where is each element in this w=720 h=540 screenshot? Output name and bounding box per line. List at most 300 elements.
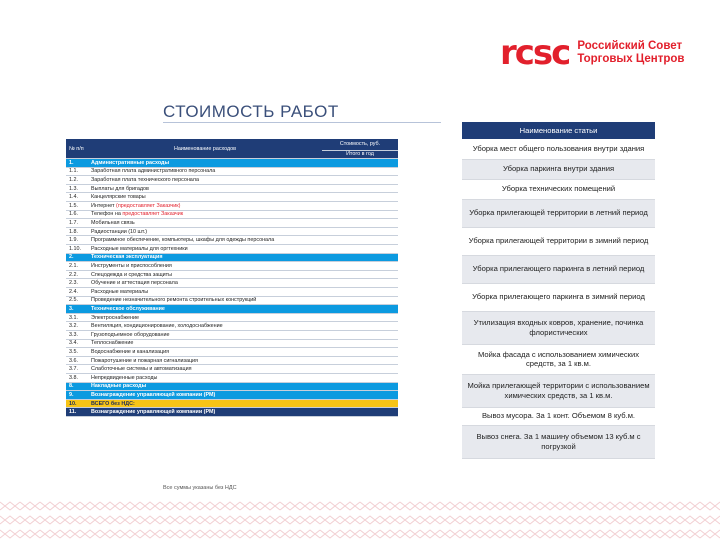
pattern-mark: [20, 516, 40, 524]
row-name-text: Проведение незначительного ремонта строительных конструкций: [91, 297, 257, 304]
row-number: 2.3.: [66, 279, 88, 288]
pattern-mark: [400, 502, 420, 510]
table-row: [66, 408, 398, 417]
row-cost: [322, 330, 398, 339]
pattern-mark: [220, 502, 240, 510]
item-name: Уборка прилегающего паркинга в зимний период: [462, 283, 655, 311]
pattern-mark: [600, 516, 620, 524]
row-number: 3.2.: [66, 322, 88, 331]
pattern-mark: [300, 502, 320, 510]
table-row: [66, 373, 398, 382]
header-name: Наименование расходов: [88, 139, 322, 159]
pattern-mark: [600, 502, 620, 510]
row-name: [88, 391, 322, 400]
pattern-mark: [680, 530, 700, 538]
table-row: [66, 305, 398, 314]
row-cost: [322, 365, 398, 374]
pattern-mark: [520, 516, 540, 524]
pattern-mark: [460, 502, 480, 510]
items-header: Наименование статьи: [462, 122, 655, 139]
table-row: [66, 176, 398, 185]
pattern-mark: [60, 502, 80, 510]
pattern-mark: [620, 516, 640, 524]
pattern-mark: [640, 502, 660, 510]
pattern-mark: [0, 530, 20, 538]
logo-mark: rcsc: [500, 33, 570, 73]
row-name-text: Накладные расходы: [91, 383, 147, 390]
items-table: [462, 122, 655, 459]
pattern-mark: [640, 530, 660, 538]
vat-note: Все суммы указаны без НДС: [163, 485, 237, 491]
row-number: 3.1.: [66, 313, 88, 322]
table-row: [66, 270, 398, 279]
pattern-mark: [520, 530, 540, 538]
row-number: 1.1.: [66, 167, 88, 176]
pattern-mark: [140, 502, 160, 510]
item-name: Вывоз снега. За 1 машину объемом 13 куб.м с погрузкой: [462, 425, 655, 458]
row-name-text: Водоснабжение и канализация: [91, 348, 170, 355]
item-name: Уборка прилегающей территории в летний период: [462, 199, 655, 227]
row-name: [88, 408, 322, 417]
pattern-mark: [700, 530, 720, 538]
row-name: [88, 288, 322, 297]
pattern-mark: [240, 502, 260, 510]
header-cost: Стоимость, руб.: [322, 139, 398, 150]
pattern-mark: [500, 530, 520, 538]
pattern-mark: [0, 502, 20, 510]
pattern-mark: [380, 530, 400, 538]
pattern-mark: [0, 516, 20, 524]
pattern-mark: [120, 502, 140, 510]
pattern-mark: [200, 516, 220, 524]
row-name-text: Телефон на: [91, 211, 121, 218]
list-item: [462, 283, 655, 311]
pattern-mark: [660, 530, 680, 538]
row-name: [88, 313, 322, 322]
list-item: [462, 311, 655, 344]
pattern-mark: [420, 530, 440, 538]
row-name-text: Расходные материалы для оргтехники: [91, 245, 188, 252]
row-name-text: Вознаграждение управляющей компании (РМ): [91, 409, 216, 416]
pattern-mark: [620, 502, 640, 510]
list-item: [462, 255, 655, 283]
row-number: 9.: [66, 391, 88, 400]
table-row: [66, 210, 398, 219]
table-row: [66, 253, 398, 262]
pattern-mark: [560, 530, 580, 538]
pattern-mark: [440, 502, 460, 510]
table-row: [66, 245, 398, 254]
row-number: 3.5.: [66, 348, 88, 357]
table-row: [66, 262, 398, 271]
list-item: [462, 179, 655, 199]
row-name-text: Радиостанции (10 шт.): [91, 228, 148, 235]
pattern-mark: [160, 502, 180, 510]
row-cost: [322, 262, 398, 271]
table-row: [66, 279, 398, 288]
pattern-mark: [220, 516, 240, 524]
list-item: [462, 199, 655, 227]
row-name-text: Непредвиденные расходы: [91, 374, 158, 381]
table-row: [66, 356, 398, 365]
row-name-text: Пожаротушение и пожарная сигнализация: [91, 357, 198, 364]
table-row: [66, 227, 398, 236]
row-number: 2.2.: [66, 270, 88, 279]
page-title: СТОИМОСТЬ РАБОТ: [163, 102, 339, 121]
items-table-body: [462, 139, 655, 458]
row-name-text: Вознаграждение управляющей компании (РМ): [91, 391, 216, 398]
row-cost: [322, 219, 398, 228]
pattern-mark: [480, 530, 500, 538]
item-name: Вывоз мусора. За 1 конт. Объемом 8 куб.м.: [462, 407, 655, 425]
pattern-mark: [580, 502, 600, 510]
list-item: [462, 407, 655, 425]
row-name: [88, 330, 322, 339]
row-number: 1.9.: [66, 236, 88, 245]
row-name-highlight: (предоставляет Заказчик): [116, 202, 181, 209]
pattern-mark: [460, 516, 480, 524]
row-cost: [322, 391, 398, 400]
pattern-mark: [340, 516, 360, 524]
row-name: [88, 245, 322, 254]
row-cost: [322, 313, 398, 322]
row-cost: [322, 202, 398, 211]
table-row: [66, 339, 398, 348]
pattern-mark: [140, 516, 160, 524]
list-item: [462, 344, 655, 374]
list-item: [462, 227, 655, 255]
row-name: [88, 399, 322, 408]
row-cost: [322, 236, 398, 245]
row-number: 1.8.: [66, 227, 88, 236]
row-name: [88, 176, 322, 185]
pattern-mark: [480, 516, 500, 524]
cost-table: [66, 139, 398, 417]
row-name-text: Слаботочные системы и автоматизация: [91, 366, 192, 373]
pattern-mark: [40, 502, 60, 510]
pattern-mark: [540, 516, 560, 524]
row-cost: [322, 210, 398, 219]
row-number: 2.4.: [66, 288, 88, 297]
pattern-mark: [40, 516, 60, 524]
row-number: 2.5.: [66, 296, 88, 305]
row-cost: [322, 270, 398, 279]
row-name-text: Расходные материалы: [91, 288, 149, 295]
item-name: Мойка фасада с использованием химических средств, за 1 кв.м.: [462, 344, 655, 374]
pattern-mark: [240, 530, 260, 538]
pattern-mark: [240, 516, 260, 524]
row-number: 3.3.: [66, 330, 88, 339]
pattern-mark: [180, 502, 200, 510]
pattern-mark: [500, 516, 520, 524]
table-row: [66, 330, 398, 339]
row-name: [88, 184, 322, 193]
table-row: [66, 391, 398, 400]
pattern-mark: [440, 530, 460, 538]
table-row: [66, 202, 398, 211]
row-cost: [322, 167, 398, 176]
row-cost: [322, 296, 398, 305]
pattern-mark: [380, 502, 400, 510]
row-name-text: Техническое обслуживание: [91, 305, 165, 312]
pattern-mark: [620, 530, 640, 538]
pattern-mark: [560, 516, 580, 524]
row-cost: [322, 348, 398, 357]
row-number: 8.: [66, 382, 88, 391]
pattern-mark: [360, 516, 380, 524]
pattern-mark: [500, 502, 520, 510]
list-item: [462, 159, 655, 179]
row-cost: [322, 382, 398, 391]
pattern-mark: [680, 516, 700, 524]
item-name: Уборка прилегающей территории в зимний период: [462, 227, 655, 255]
pattern-mark: [220, 530, 240, 538]
row-number: 2.1.: [66, 262, 88, 271]
row-name-text: Инструменты и приспособления: [91, 263, 172, 270]
pattern-mark: [160, 530, 180, 538]
item-name: Уборка мест общего пользования внутри здания: [462, 139, 655, 159]
row-name-text: Электроснабжение: [91, 314, 140, 321]
pattern-mark: [300, 516, 320, 524]
row-name: [88, 167, 322, 176]
pattern-mark: [120, 516, 140, 524]
table-row: [66, 288, 398, 297]
row-name: [88, 373, 322, 382]
pattern-mark: [660, 516, 680, 524]
row-name-text: Теплоснабжение: [91, 340, 134, 347]
row-name: [88, 348, 322, 357]
row-name: [88, 210, 322, 219]
pattern-mark: [460, 530, 480, 538]
pattern-mark: [440, 516, 460, 524]
row-number: 10.: [66, 399, 88, 408]
row-number: 11.: [66, 408, 88, 417]
table-row: [66, 184, 398, 193]
list-item: [462, 139, 655, 159]
header-num: № п/п: [66, 139, 88, 159]
pattern-mark: [660, 502, 680, 510]
pattern-mark: [200, 502, 220, 510]
list-item: [462, 425, 655, 458]
row-name: [88, 236, 322, 245]
row-cost: [322, 184, 398, 193]
row-name: [88, 270, 322, 279]
pattern-mark: [60, 516, 80, 524]
row-number: 1.3.: [66, 184, 88, 193]
row-cost: [322, 305, 398, 314]
pattern-mark: [100, 502, 120, 510]
pattern-mark: [520, 502, 540, 510]
row-name-text: Грузоподъемное оборудование: [91, 331, 170, 338]
row-number: 1.6.: [66, 210, 88, 219]
pattern-mark: [360, 502, 380, 510]
pattern-mark: [640, 516, 660, 524]
pattern-mark: [400, 516, 420, 524]
row-name-text: Интернет: [91, 202, 115, 209]
row-number: 3.4.: [66, 339, 88, 348]
row-number: 1.7.: [66, 219, 88, 228]
pattern-mark: [60, 530, 80, 538]
item-name: Мойка прилегающей территории с использованием химических средств, за 1 кв.м.: [462, 374, 655, 407]
pattern-mark: [700, 502, 720, 510]
row-name-text: Канцелярские товары: [91, 194, 146, 201]
pattern-mark: [100, 516, 120, 524]
row-name: [88, 159, 322, 168]
table-row: [66, 313, 398, 322]
row-cost: [322, 245, 398, 254]
pattern-mark: [280, 516, 300, 524]
pattern-mark: [300, 530, 320, 538]
row-cost: [322, 288, 398, 297]
pattern-mark: [100, 530, 120, 538]
pattern-mark: [20, 530, 40, 538]
pattern-mark: [160, 516, 180, 524]
rcsc-logo: [500, 33, 685, 73]
item-name: Уборка прилегающего паркинга в летний период: [462, 255, 655, 283]
table-row: [66, 322, 398, 331]
pattern-mark: [40, 530, 60, 538]
row-name: [88, 202, 322, 211]
pattern-mark: [120, 530, 140, 538]
row-number: 3.7.: [66, 365, 88, 374]
table-row: [66, 219, 398, 228]
table-row: [66, 159, 398, 168]
pattern-mark: [260, 530, 280, 538]
row-number: 1.: [66, 159, 88, 168]
row-number: 1.5.: [66, 202, 88, 211]
row-name: [88, 227, 322, 236]
pattern-mark: [400, 530, 420, 538]
row-number: 3.: [66, 305, 88, 314]
pattern-mark: [580, 516, 600, 524]
table-row: [66, 296, 398, 305]
row-cost: [322, 339, 398, 348]
table-row: [66, 365, 398, 374]
row-cost: [322, 279, 398, 288]
pattern-mark: [420, 516, 440, 524]
row-cost: [322, 176, 398, 185]
title-underline: [163, 122, 441, 123]
pattern-mark: [200, 530, 220, 538]
row-name: [88, 365, 322, 374]
pattern-mark: [260, 502, 280, 510]
pattern-mark: [560, 502, 580, 510]
chevron-pattern: [0, 498, 720, 540]
row-name-text: Программное обеспечение, компьютеры, шкафы для одежды персонала: [91, 237, 275, 244]
row-name-text: ВСЕГО без НДС:: [91, 400, 135, 407]
pattern-mark: [260, 516, 280, 524]
pattern-mark: [340, 502, 360, 510]
table-row: [66, 236, 398, 245]
row-name-text: Административные расходы: [91, 159, 170, 166]
pattern-mark: [580, 530, 600, 538]
pattern-mark: [380, 516, 400, 524]
pattern-mark: [340, 530, 360, 538]
row-number: 3.8.: [66, 373, 88, 382]
row-cost: [322, 159, 398, 168]
table-row: [66, 167, 398, 176]
list-item: [462, 374, 655, 407]
row-name: [88, 356, 322, 365]
row-cost: [322, 253, 398, 262]
logo-line-2: Торговых Центров: [577, 53, 685, 65]
row-cost: [322, 399, 398, 408]
row-number: 3.6.: [66, 356, 88, 365]
row-name-text: Мобильная связь: [91, 220, 135, 227]
cost-table-body: [66, 159, 398, 417]
row-name: [88, 322, 322, 331]
pattern-mark: [20, 502, 40, 510]
pattern-mark: [320, 530, 340, 538]
pattern-mark: [680, 502, 700, 510]
header-cost-sub: Итого в год: [322, 150, 398, 159]
row-name-text: Спецодежда и средства защиты: [91, 271, 172, 278]
row-name: [88, 193, 322, 202]
row-name: [88, 305, 322, 314]
row-name-text: Техническая эксплуатация: [91, 254, 163, 261]
row-cost: [322, 227, 398, 236]
pattern-mark: [280, 530, 300, 538]
pattern-mark: [80, 502, 100, 510]
pattern-mark: [80, 516, 100, 524]
row-number: 1.2.: [66, 176, 88, 185]
pattern-mark: [320, 516, 340, 524]
row-cost: [322, 322, 398, 331]
row-cost: [322, 193, 398, 202]
row-number: 2.: [66, 253, 88, 262]
row-name: [88, 296, 322, 305]
table-row: [66, 399, 398, 408]
row-name: [88, 262, 322, 271]
pattern-mark: [80, 530, 100, 538]
logo-line-1: Российский Совет: [577, 40, 683, 52]
pattern-mark: [320, 502, 340, 510]
table-row: [66, 382, 398, 391]
item-name: Уборка паркинга внутри здания: [462, 159, 655, 179]
table-row: [66, 348, 398, 357]
pattern-mark: [540, 502, 560, 510]
row-name-highlight: предоставляет Заказчик: [122, 211, 184, 218]
row-cost: [322, 373, 398, 382]
row-name: [88, 253, 322, 262]
pattern-mark: [480, 502, 500, 510]
item-name: Утилизация входных ковров, хранение, починка флористических: [462, 311, 655, 344]
row-cost: [322, 408, 398, 417]
logo-text: [577, 40, 684, 66]
row-name-text: Выплаты для бригадов: [91, 185, 149, 192]
pattern-mark: [280, 502, 300, 510]
table-row: [66, 193, 398, 202]
pattern-mark: [180, 530, 200, 538]
row-cost: [322, 356, 398, 365]
pattern-mark: [140, 530, 160, 538]
pattern-mark: [360, 530, 380, 538]
pattern-mark: [700, 516, 720, 524]
row-name-text: Заработная плата технического персонала: [91, 177, 199, 184]
row-name-text: Вентиляция, кондиционирование, холодоснабжение: [91, 323, 223, 330]
item-name: Уборка технических помещений: [462, 179, 655, 199]
pattern-mark: [600, 530, 620, 538]
row-name-text: Заработная плата административного персонала: [91, 168, 216, 175]
pattern-mark: [180, 516, 200, 524]
row-name: [88, 382, 322, 391]
row-name-text: Обучение и аттестация персонала: [91, 280, 178, 287]
row-number: 1.10.: [66, 245, 88, 254]
pattern-mark: [420, 502, 440, 510]
row-name: [88, 219, 322, 228]
row-number: 1.4.: [66, 193, 88, 202]
row-name: [88, 339, 322, 348]
